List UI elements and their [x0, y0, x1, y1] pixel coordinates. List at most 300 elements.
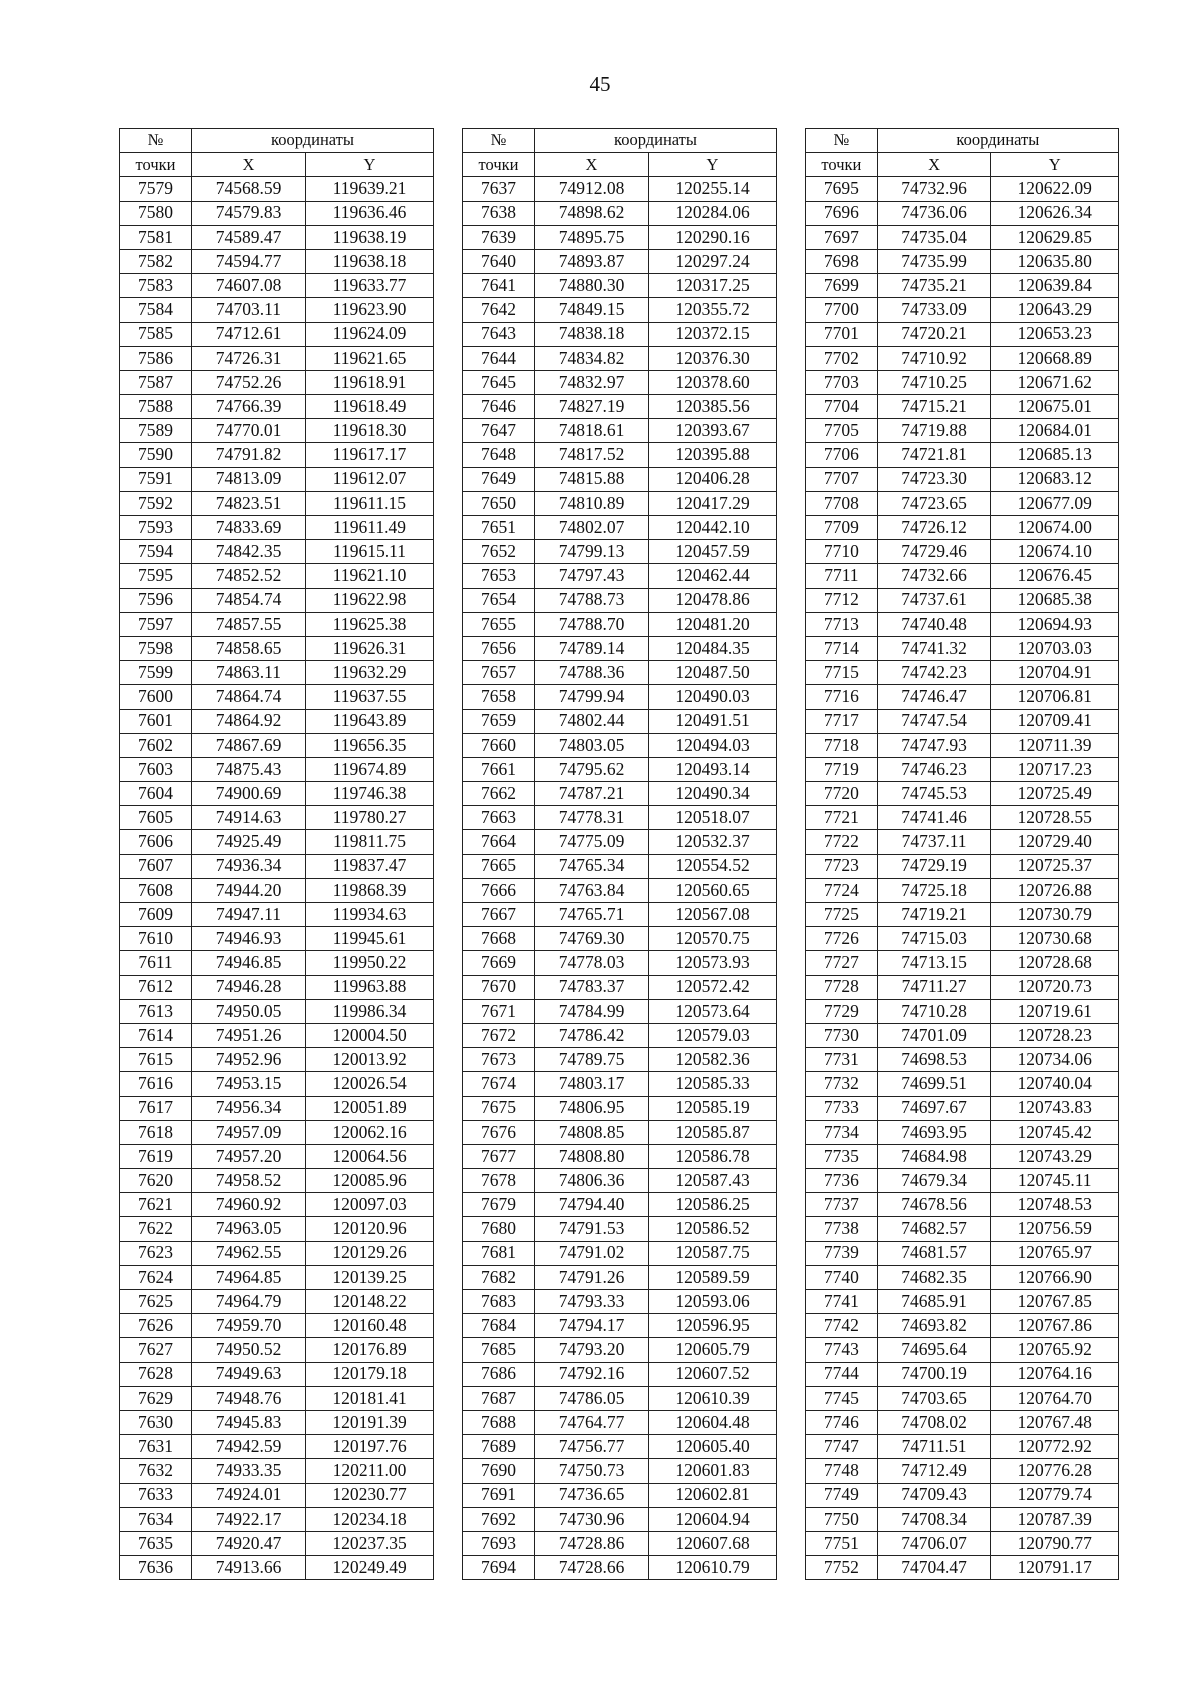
header-point: точки — [463, 153, 535, 177]
y-coordinate-cell: 120745.11 — [991, 1169, 1119, 1193]
y-coordinate-cell: 120764.16 — [991, 1362, 1119, 1386]
point-number-cell: 7713 — [806, 612, 878, 636]
table-row — [806, 467, 1119, 491]
y-coordinate-cell: 119621.65 — [306, 346, 434, 370]
table-row — [463, 1483, 777, 1507]
point-number-cell: 7639 — [463, 225, 535, 249]
y-coordinate-cell: 120602.81 — [649, 1483, 777, 1507]
table-row — [463, 1556, 777, 1580]
x-coordinate-cell: 74788.36 — [535, 661, 649, 685]
table-row — [463, 419, 777, 443]
x-coordinate-cell: 74699.51 — [877, 1072, 991, 1096]
table-row — [120, 467, 434, 491]
table-row — [120, 177, 434, 201]
y-coordinate-cell: 119963.88 — [306, 975, 434, 999]
table-row — [120, 1483, 434, 1507]
y-coordinate-cell: 120589.59 — [649, 1265, 777, 1289]
y-coordinate-cell: 120532.37 — [649, 830, 777, 854]
y-coordinate-cell: 120191.39 — [306, 1410, 434, 1434]
point-number-cell: 7613 — [120, 999, 192, 1023]
x-coordinate-cell: 74703.65 — [877, 1386, 991, 1410]
table-row — [463, 1265, 777, 1289]
table-row — [463, 201, 777, 225]
table-row — [463, 1048, 777, 1072]
point-number-cell: 7631 — [120, 1435, 192, 1459]
x-coordinate-cell: 74735.04 — [877, 225, 991, 249]
header-number-symbol: № — [120, 129, 192, 153]
x-coordinate-cell: 74783.37 — [535, 975, 649, 999]
table-row — [120, 1507, 434, 1531]
table-row — [806, 685, 1119, 709]
y-coordinate-cell: 120776.28 — [991, 1459, 1119, 1483]
point-number-cell: 7586 — [120, 346, 192, 370]
x-coordinate-cell: 74808.80 — [535, 1144, 649, 1168]
table-row — [806, 201, 1119, 225]
table-row — [806, 491, 1119, 515]
table-row — [806, 564, 1119, 588]
table-row — [806, 177, 1119, 201]
point-number-cell: 7589 — [120, 419, 192, 443]
table-row — [806, 274, 1119, 298]
point-number-cell: 7651 — [463, 516, 535, 540]
x-coordinate-cell: 74721.81 — [877, 443, 991, 467]
x-coordinate-cell: 74952.96 — [192, 1048, 306, 1072]
x-coordinate-cell: 74703.11 — [192, 298, 306, 322]
y-coordinate-cell: 120675.01 — [991, 395, 1119, 419]
x-coordinate-cell: 74936.34 — [192, 854, 306, 878]
point-number-cell: 7632 — [120, 1459, 192, 1483]
table-row — [806, 249, 1119, 273]
x-coordinate-cell: 74793.20 — [535, 1338, 649, 1362]
table-row — [120, 709, 434, 733]
table-row — [806, 1023, 1119, 1047]
point-number-cell: 7595 — [120, 564, 192, 588]
table-row — [806, 1435, 1119, 1459]
point-number-cell: 7610 — [120, 927, 192, 951]
y-coordinate-cell: 119622.98 — [306, 588, 434, 612]
y-coordinate-cell: 119611.49 — [306, 516, 434, 540]
point-number-cell: 7615 — [120, 1048, 192, 1072]
table-row — [463, 370, 777, 394]
table-row — [463, 782, 777, 806]
point-number-cell: 7688 — [463, 1410, 535, 1434]
table-row — [463, 516, 777, 540]
y-coordinate-cell: 120462.44 — [649, 564, 777, 588]
x-coordinate-cell: 74803.17 — [535, 1072, 649, 1096]
x-coordinate-cell: 74933.35 — [192, 1459, 306, 1483]
x-coordinate-cell: 74834.82 — [535, 346, 649, 370]
point-number-cell: 7728 — [806, 975, 878, 999]
x-coordinate-cell: 74701.09 — [877, 1023, 991, 1047]
point-number-cell: 7653 — [463, 564, 535, 588]
x-coordinate-cell: 74756.77 — [535, 1435, 649, 1459]
y-coordinate-cell: 120579.03 — [649, 1023, 777, 1047]
y-coordinate-cell: 120704.91 — [991, 661, 1119, 685]
point-number-cell: 7654 — [463, 588, 535, 612]
table-row — [120, 1290, 434, 1314]
point-number-cell: 7594 — [120, 540, 192, 564]
y-coordinate-cell: 119945.61 — [306, 927, 434, 951]
y-coordinate-cell: 120255.14 — [649, 177, 777, 201]
table-row — [806, 975, 1119, 999]
y-coordinate-cell: 120491.51 — [649, 709, 777, 733]
point-number-cell: 7579 — [120, 177, 192, 201]
table-row — [463, 951, 777, 975]
y-coordinate-cell: 120683.12 — [991, 467, 1119, 491]
table-row — [120, 1459, 434, 1483]
point-number-cell: 7648 — [463, 443, 535, 467]
x-coordinate-cell: 74594.77 — [192, 249, 306, 273]
point-number-cell: 7675 — [463, 1096, 535, 1120]
x-coordinate-cell: 74697.67 — [877, 1096, 991, 1120]
point-number-cell: 7717 — [806, 709, 878, 733]
table-row — [806, 322, 1119, 346]
y-coordinate-cell: 120767.48 — [991, 1410, 1119, 1434]
header-coordinates: координаты — [192, 129, 434, 153]
y-coordinate-cell: 119780.27 — [306, 806, 434, 830]
table-row — [806, 1459, 1119, 1483]
x-coordinate-cell: 74720.21 — [877, 322, 991, 346]
y-coordinate-cell: 119986.34 — [306, 999, 434, 1023]
x-coordinate-cell: 74898.62 — [535, 201, 649, 225]
x-coordinate-cell: 74791.26 — [535, 1265, 649, 1289]
y-coordinate-cell: 120062.16 — [306, 1120, 434, 1144]
table-row — [806, 612, 1119, 636]
y-coordinate-cell: 120720.73 — [991, 975, 1119, 999]
x-coordinate-cell: 74857.55 — [192, 612, 306, 636]
y-coordinate-cell: 120719.61 — [991, 999, 1119, 1023]
x-coordinate-cell: 74799.13 — [535, 540, 649, 564]
y-coordinate-cell: 120393.67 — [649, 419, 777, 443]
y-coordinate-cell: 120639.84 — [991, 274, 1119, 298]
coordinates-table-1 — [119, 128, 434, 1580]
table-row — [806, 903, 1119, 927]
table-row — [120, 1217, 434, 1241]
x-coordinate-cell: 74706.07 — [877, 1531, 991, 1555]
table-row — [463, 564, 777, 588]
table-row — [806, 1507, 1119, 1531]
y-coordinate-cell: 120442.10 — [649, 516, 777, 540]
table-row — [463, 249, 777, 273]
table-row — [120, 903, 434, 927]
y-coordinate-cell: 119611.15 — [306, 491, 434, 515]
x-coordinate-cell: 74765.71 — [535, 903, 649, 927]
point-number-cell: 7641 — [463, 274, 535, 298]
point-number-cell: 7629 — [120, 1386, 192, 1410]
y-coordinate-cell: 120211.00 — [306, 1459, 434, 1483]
y-coordinate-cell: 120711.39 — [991, 733, 1119, 757]
y-coordinate-cell: 120573.93 — [649, 951, 777, 975]
table-row — [806, 1048, 1119, 1072]
y-coordinate-cell: 120717.23 — [991, 757, 1119, 781]
x-coordinate-cell: 74924.01 — [192, 1483, 306, 1507]
point-number-cell: 7627 — [120, 1338, 192, 1362]
table-row — [806, 1386, 1119, 1410]
point-number-cell: 7640 — [463, 249, 535, 273]
x-coordinate-cell: 74713.15 — [877, 951, 991, 975]
y-coordinate-cell: 119618.91 — [306, 370, 434, 394]
point-number-cell: 7612 — [120, 975, 192, 999]
x-coordinate-cell: 74914.63 — [192, 806, 306, 830]
point-number-cell: 7581 — [120, 225, 192, 249]
x-coordinate-cell: 74693.95 — [877, 1120, 991, 1144]
x-coordinate-cell: 74778.03 — [535, 951, 649, 975]
x-coordinate-cell: 74964.85 — [192, 1265, 306, 1289]
x-coordinate-cell: 74750.73 — [535, 1459, 649, 1483]
x-coordinate-cell: 74752.26 — [192, 370, 306, 394]
x-coordinate-cell: 74747.93 — [877, 733, 991, 757]
table-row — [463, 1386, 777, 1410]
point-number-cell: 7726 — [806, 927, 878, 951]
table-row — [120, 274, 434, 298]
x-coordinate-cell: 74568.59 — [192, 177, 306, 201]
x-coordinate-cell: 74741.32 — [877, 636, 991, 660]
table-row — [120, 1435, 434, 1459]
table-row — [120, 1410, 434, 1434]
point-number-cell: 7671 — [463, 999, 535, 1023]
point-number-cell: 7707 — [806, 467, 878, 491]
x-coordinate-cell: 74681.57 — [877, 1241, 991, 1265]
x-coordinate-cell: 74715.21 — [877, 395, 991, 419]
y-coordinate-cell: 120385.56 — [649, 395, 777, 419]
point-number-cell: 7580 — [120, 201, 192, 225]
y-coordinate-cell: 120148.22 — [306, 1290, 434, 1314]
point-number-cell: 7643 — [463, 322, 535, 346]
y-coordinate-cell: 120643.29 — [991, 298, 1119, 322]
y-coordinate-cell: 120765.92 — [991, 1338, 1119, 1362]
point-number-cell: 7603 — [120, 757, 192, 781]
table-row — [120, 443, 434, 467]
x-coordinate-cell: 74710.92 — [877, 346, 991, 370]
y-coordinate-cell: 120554.52 — [649, 854, 777, 878]
point-number-cell: 7749 — [806, 1483, 878, 1507]
x-coordinate-cell: 74745.53 — [877, 782, 991, 806]
x-coordinate-cell: 74715.03 — [877, 927, 991, 951]
x-coordinate-cell: 74793.33 — [535, 1290, 649, 1314]
point-number-cell: 7715 — [806, 661, 878, 685]
x-coordinate-cell: 74763.84 — [535, 878, 649, 902]
point-number-cell: 7678 — [463, 1169, 535, 1193]
table-row — [120, 1362, 434, 1386]
y-coordinate-cell: 120570.75 — [649, 927, 777, 951]
table-row — [806, 1072, 1119, 1096]
table-row — [806, 588, 1119, 612]
y-coordinate-cell: 120585.19 — [649, 1096, 777, 1120]
point-number-cell: 7667 — [463, 903, 535, 927]
table-row — [463, 612, 777, 636]
x-coordinate-cell: 74942.59 — [192, 1435, 306, 1459]
y-coordinate-cell: 120586.25 — [649, 1193, 777, 1217]
point-number-cell: 7644 — [463, 346, 535, 370]
x-coordinate-cell: 74789.75 — [535, 1048, 649, 1072]
point-number-cell: 7703 — [806, 370, 878, 394]
x-coordinate-cell: 74695.64 — [877, 1338, 991, 1362]
y-coordinate-cell: 120596.95 — [649, 1314, 777, 1338]
table-row — [806, 636, 1119, 660]
x-coordinate-cell: 74810.89 — [535, 491, 649, 515]
x-coordinate-cell: 74791.53 — [535, 1217, 649, 1241]
y-coordinate-cell: 119746.38 — [306, 782, 434, 806]
table-row — [120, 636, 434, 660]
x-coordinate-cell: 74710.25 — [877, 370, 991, 394]
table-row — [463, 636, 777, 660]
x-coordinate-cell: 74732.96 — [877, 177, 991, 201]
y-coordinate-cell: 120677.09 — [991, 491, 1119, 515]
y-coordinate-cell: 120585.33 — [649, 1072, 777, 1096]
table-row — [120, 927, 434, 951]
x-coordinate-cell: 74766.39 — [192, 395, 306, 419]
y-coordinate-cell: 120745.42 — [991, 1120, 1119, 1144]
x-coordinate-cell: 74900.69 — [192, 782, 306, 806]
point-number-cell: 7708 — [806, 491, 878, 515]
y-coordinate-cell: 120560.65 — [649, 878, 777, 902]
x-coordinate-cell: 74726.12 — [877, 516, 991, 540]
header-point: точки — [806, 153, 878, 177]
y-coordinate-cell: 119638.18 — [306, 249, 434, 273]
y-coordinate-cell: 120160.48 — [306, 1314, 434, 1338]
point-number-cell: 7665 — [463, 854, 535, 878]
point-number-cell: 7618 — [120, 1120, 192, 1144]
y-coordinate-cell: 120064.56 — [306, 1144, 434, 1168]
y-coordinate-cell: 120740.04 — [991, 1072, 1119, 1096]
point-number-cell: 7681 — [463, 1241, 535, 1265]
table-row — [120, 1193, 434, 1217]
x-coordinate-cell: 74880.30 — [535, 274, 649, 298]
table-row — [463, 685, 777, 709]
table-row — [806, 1144, 1119, 1168]
table-row — [120, 612, 434, 636]
point-number-cell: 7623 — [120, 1241, 192, 1265]
x-coordinate-cell: 74946.93 — [192, 927, 306, 951]
y-coordinate-cell: 119618.30 — [306, 419, 434, 443]
x-coordinate-cell: 74733.09 — [877, 298, 991, 322]
y-coordinate-cell: 120481.20 — [649, 612, 777, 636]
x-coordinate-cell: 74708.34 — [877, 1507, 991, 1531]
x-coordinate-cell: 74893.87 — [535, 249, 649, 273]
y-coordinate-cell: 120622.09 — [991, 177, 1119, 201]
y-coordinate-cell: 119626.31 — [306, 636, 434, 660]
point-number-cell: 7616 — [120, 1072, 192, 1096]
point-number-cell: 7607 — [120, 854, 192, 878]
y-coordinate-cell: 119621.10 — [306, 564, 434, 588]
y-coordinate-cell: 120176.89 — [306, 1338, 434, 1362]
x-coordinate-cell: 74794.40 — [535, 1193, 649, 1217]
point-number-cell: 7635 — [120, 1531, 192, 1555]
y-coordinate-cell: 120743.29 — [991, 1144, 1119, 1168]
x-coordinate-cell: 74948.76 — [192, 1386, 306, 1410]
x-coordinate-cell: 74958.52 — [192, 1169, 306, 1193]
y-coordinate-cell: 120694.93 — [991, 612, 1119, 636]
x-coordinate-cell: 74788.70 — [535, 612, 649, 636]
table-row — [120, 395, 434, 419]
point-number-cell: 7622 — [120, 1217, 192, 1241]
point-number-cell: 7732 — [806, 1072, 878, 1096]
point-number-cell: 7718 — [806, 733, 878, 757]
table-row — [806, 1265, 1119, 1289]
y-coordinate-cell: 120026.54 — [306, 1072, 434, 1096]
table-row — [806, 1241, 1119, 1265]
x-coordinate-cell: 74736.06 — [877, 201, 991, 225]
x-coordinate-cell: 74746.23 — [877, 757, 991, 781]
point-number-cell: 7725 — [806, 903, 878, 927]
table-row — [120, 782, 434, 806]
y-coordinate-cell: 120230.77 — [306, 1483, 434, 1507]
x-coordinate-cell: 74827.19 — [535, 395, 649, 419]
table-row — [120, 1144, 434, 1168]
x-coordinate-cell: 74765.34 — [535, 854, 649, 878]
table-row — [120, 346, 434, 370]
y-coordinate-cell: 120604.48 — [649, 1410, 777, 1434]
table-row — [463, 878, 777, 902]
x-coordinate-cell: 74764.77 — [535, 1410, 649, 1434]
point-number-cell: 7661 — [463, 757, 535, 781]
y-coordinate-cell: 120635.80 — [991, 249, 1119, 273]
y-coordinate-cell: 120601.83 — [649, 1459, 777, 1483]
y-coordinate-cell: 120004.50 — [306, 1023, 434, 1047]
y-coordinate-cell: 120767.86 — [991, 1314, 1119, 1338]
point-number-cell: 7748 — [806, 1459, 878, 1483]
point-number-cell: 7604 — [120, 782, 192, 806]
x-coordinate-cell: 74797.43 — [535, 564, 649, 588]
x-coordinate-cell: 74791.82 — [192, 443, 306, 467]
point-number-cell: 7723 — [806, 854, 878, 878]
x-coordinate-cell: 74922.17 — [192, 1507, 306, 1531]
y-coordinate-cell: 120685.13 — [991, 443, 1119, 467]
point-number-cell: 7700 — [806, 298, 878, 322]
x-coordinate-cell: 74712.49 — [877, 1459, 991, 1483]
table-row — [806, 370, 1119, 394]
table-row — [806, 1217, 1119, 1241]
x-coordinate-cell: 74960.92 — [192, 1193, 306, 1217]
point-number-cell: 7583 — [120, 274, 192, 298]
x-coordinate-cell: 74920.47 — [192, 1531, 306, 1555]
y-coordinate-cell: 120729.40 — [991, 830, 1119, 854]
table-row — [463, 999, 777, 1023]
point-number-cell: 7656 — [463, 636, 535, 660]
point-number-cell: 7721 — [806, 806, 878, 830]
x-coordinate-cell: 74679.34 — [877, 1169, 991, 1193]
header-x: X — [192, 153, 306, 177]
x-coordinate-cell: 74700.19 — [877, 1362, 991, 1386]
table-row — [463, 1217, 777, 1241]
point-number-cell: 7649 — [463, 467, 535, 491]
table-row — [463, 274, 777, 298]
x-coordinate-cell: 74769.30 — [535, 927, 649, 951]
x-coordinate-cell: 74832.97 — [535, 370, 649, 394]
y-coordinate-cell: 120494.03 — [649, 733, 777, 757]
table-row — [463, 709, 777, 733]
y-coordinate-cell: 120772.92 — [991, 1435, 1119, 1459]
table-row — [120, 757, 434, 781]
x-coordinate-cell: 74875.43 — [192, 757, 306, 781]
point-number-cell: 7620 — [120, 1169, 192, 1193]
x-coordinate-cell: 74849.15 — [535, 298, 649, 322]
point-number-cell: 7625 — [120, 1290, 192, 1314]
y-coordinate-cell: 119656.35 — [306, 733, 434, 757]
table-row — [806, 1483, 1119, 1507]
point-number-cell: 7590 — [120, 443, 192, 467]
page-number: 45 — [589, 72, 611, 96]
x-coordinate-cell: 74864.74 — [192, 685, 306, 709]
table-row — [806, 225, 1119, 249]
x-coordinate-cell: 74711.27 — [877, 975, 991, 999]
y-coordinate-cell: 120593.06 — [649, 1290, 777, 1314]
point-number-cell: 7709 — [806, 516, 878, 540]
table-row — [463, 177, 777, 201]
table-row — [463, 927, 777, 951]
point-number-cell: 7646 — [463, 395, 535, 419]
y-coordinate-cell: 120626.34 — [991, 201, 1119, 225]
